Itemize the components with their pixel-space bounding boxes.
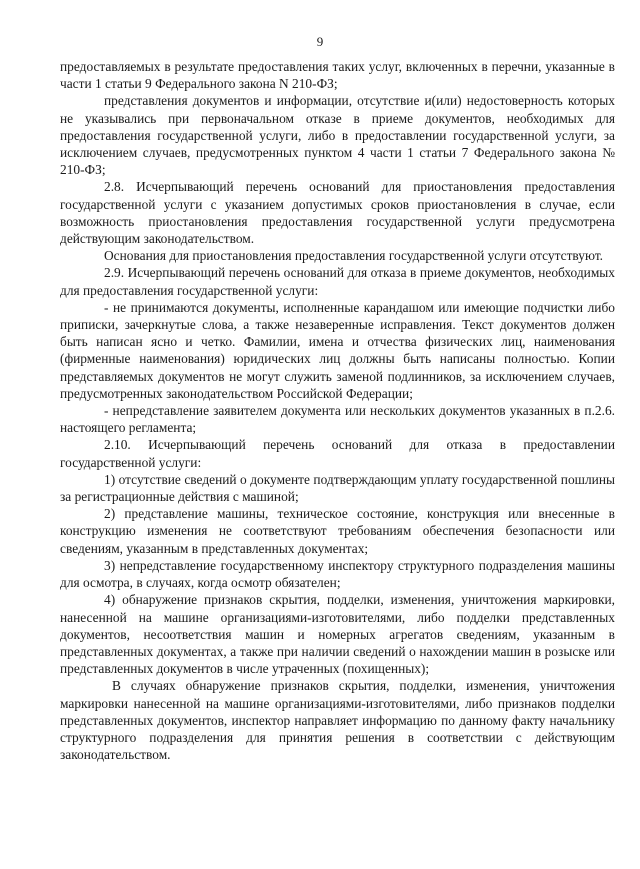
closing-paragraph: В случаях обнаружение признаков скрытия, подделки, изменения, уничтожения маркировки нанесенной на машине организациями-изготовителями, либо признаков подделки представленных документов, инспектор направляет информацию по данному факту начальнику структурного подразделения для принятия решения в соответствии с действующим законодательством. (60, 678, 615, 763)
list-item-2: - непредставление заявителем документа или нескольких документов указанных в п.2.6. настоящего регламента; (60, 403, 615, 436)
item-1: 1) отсутствие сведений о документе подтверждающим уплату государственной пошлины за регистрационные действия с машиной; (60, 471, 615, 505)
paragraph-4: Основания для приостановления предоставления государственной услуги отсутствуют. (104, 248, 604, 264)
paragraph-1: предоставляемых в результате предоставления таких услуг, включенных в перечни, указанные в части 1 статьи 9 Федерального закона N 210-ФЗ; (60, 59, 615, 92)
item-3: 3) непредставление государственному инспектору структурного подразделения машины для осмотра, в случаях, когда осмотр обязателен; (60, 557, 615, 591)
item-4: 4) обнаружение признаков скрытия, подделки, изменения, уничтожения маркировки, нанесенной на машине организациями-изготовителями, либо подделки представленных документов, несоответствия машин и номерных агрегатов сведениям, указанным в представленных документах, а также при наличии сведений о нахождении машин в розыске или представленных документов в числе утраченных (похищенных); (60, 592, 615, 677)
page-number: 9 (316, 34, 324, 49)
paragraph-2: представления документов и информации, отсутствие и(или) недостоверность которых не указывались при первоначальном отказе в приеме документов, необходимых для предоставления государственной услуги, либо в предоставлении государственной услуги, за исключением случаев, предусмотренных пунктом 4 части 1 статьи 7 Федерального закона № 210-ФЗ; (60, 93, 615, 178)
document-body (60, 58, 615, 763)
section-2-10: 2.10. Исчерпывающий перечень оснований для отказа в предоставлении государственной услуги: (60, 437, 615, 470)
list-item-1: - не принимаются документы, исполненные карандашом или имеющие подчистки либо приписки, зачеркнутые слова, а также незаверенные исправления. Текст документов должен быть написан ясно и четко. Фамилии, имена и отчества физических лиц, наименования (фирменные наименования) юридических лиц должны быть написаны полностью. Копии представляемых документов не могут служить заменой подлинников, за исключением случаев, предусмотренных законодательством Российской Федерации; (60, 299, 615, 401)
section-2-9: 2.9. Исчерпывающий перечень оснований для отказа в приеме документов, необходимых для предоставления государственной услуги: (60, 265, 615, 298)
item-2: 2) представление машины, техническое состояние, конструкция или внесенные в конструкцию изменения не соответствуют требованиям обеспечения безопасности или сведениям, указанным в представленных документах; (60, 506, 615, 556)
section-2-8: 2.8. Исчерпывающий перечень оснований для приостановления предоставления государственной услуги с указанием допустимых сроков приостановления в случае, если возможность приостановления предоставления государственной услуги предусмотрена действующим законодательством. (60, 179, 615, 247)
